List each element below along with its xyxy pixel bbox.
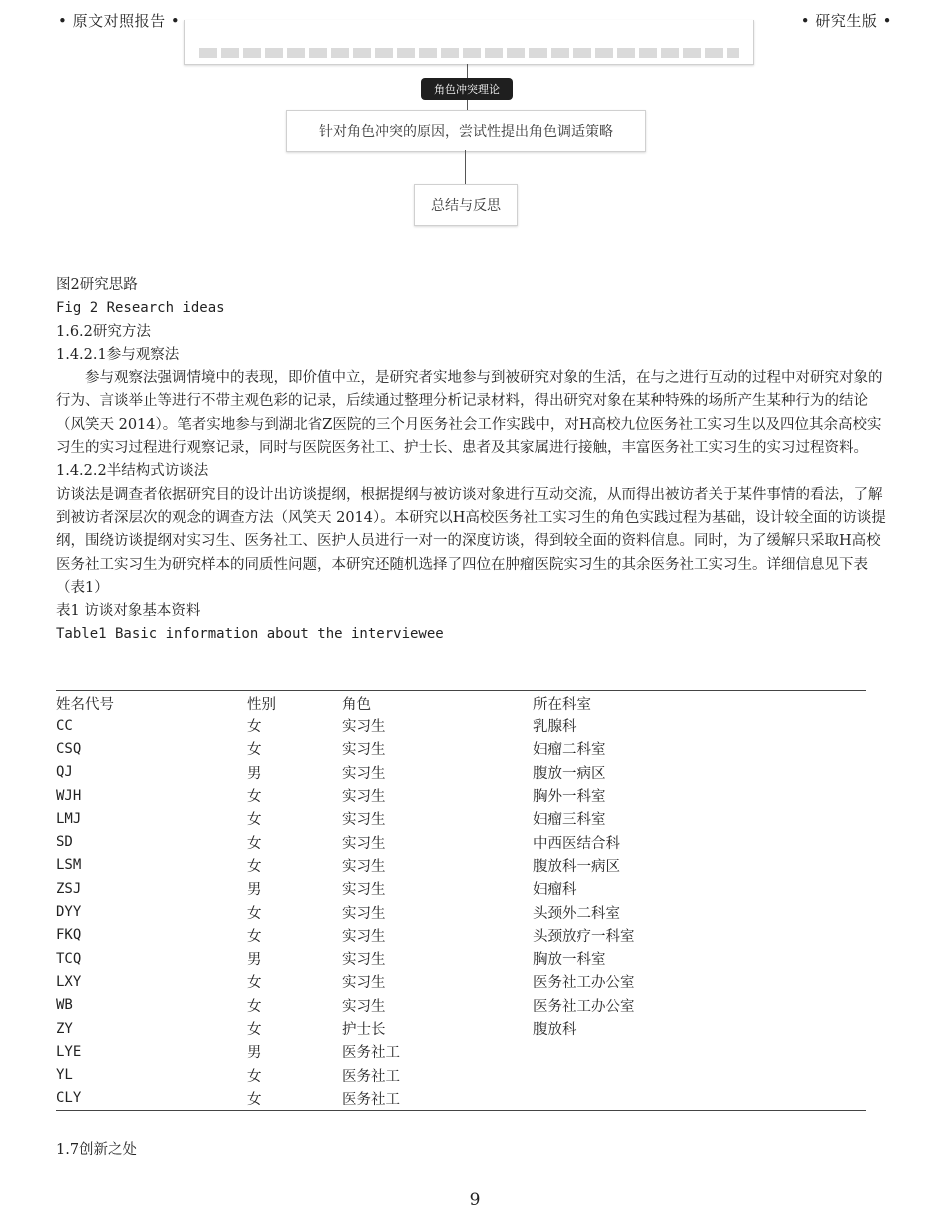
table-cell: 女 <box>247 905 262 922</box>
table-row <box>56 714 866 737</box>
table-cell: WJH <box>56 787 82 804</box>
table-cell: DYY <box>56 904 82 921</box>
table-cell: 头颈放疗一科室 <box>533 928 635 945</box>
table-cell: 女 <box>247 1068 262 1085</box>
table-cell <box>533 1087 866 1111</box>
flow-arrow <box>467 100 468 110</box>
table-cell: 妇瘤科 <box>533 882 577 899</box>
table-cell: 男 <box>247 765 262 782</box>
table-row <box>56 924 866 947</box>
table-cell: 腹放一病区 <box>533 765 606 782</box>
table-body <box>56 714 866 1111</box>
table-cell: 医务社工 <box>342 1087 533 1111</box>
table-cell: 乳腺科 <box>533 719 577 736</box>
subsection-heading: 1.4.2.2半结构式访谈法 <box>56 463 209 480</box>
table-cell: LSM <box>56 857 82 874</box>
table-cell: CSQ <box>56 740 82 757</box>
table-row <box>56 807 866 830</box>
table-cell: 实习生 <box>342 835 386 852</box>
table-cell: 实习生 <box>342 928 386 945</box>
table-cell: LYE <box>56 1043 82 1060</box>
table-cell: 头颈外二科室 <box>533 905 620 922</box>
flowchart-end-box: 总结与反思 <box>414 184 518 226</box>
table-row <box>56 1087 866 1111</box>
table-cell: 男 <box>247 952 262 969</box>
table-row <box>56 830 866 853</box>
table-cell: 女 <box>247 742 262 759</box>
table-row <box>56 854 866 877</box>
column-header: 所在科室 <box>533 691 866 715</box>
table-cell: 实习生 <box>342 742 386 759</box>
table-cell: 女 <box>247 1022 262 1038</box>
header-left: • 原文对照报告 • <box>58 12 181 30</box>
interviewee-table <box>56 690 866 1111</box>
table-cell: 女 <box>247 719 262 736</box>
flowchart-label-pill: 角色冲突理论 <box>421 78 513 100</box>
table-cell: 女 <box>247 789 262 806</box>
table-row <box>56 900 866 923</box>
table-cell: 女 <box>247 928 262 945</box>
table-cell: FKQ <box>56 927 82 944</box>
table-cell: 男 <box>247 882 262 899</box>
table-cell: 实习生 <box>342 858 386 875</box>
table-cell: 女 <box>247 1087 342 1111</box>
table-cell: 女 <box>247 835 262 852</box>
table-cell: 妇瘤二科室 <box>533 742 606 759</box>
table-row <box>56 761 866 784</box>
table-cell: 实习生 <box>342 719 386 736</box>
table-cell: 女 <box>247 812 262 829</box>
table-row <box>56 994 866 1017</box>
flowchart-top-box <box>184 20 754 65</box>
table-cell: 实习生 <box>342 765 386 782</box>
page-number: 9 <box>469 1190 481 1210</box>
table-cell: 女 <box>247 858 262 875</box>
table-cell: 男 <box>247 1045 262 1062</box>
column-header: 性别 <box>247 691 342 715</box>
table-cell: WB <box>56 997 73 1014</box>
table-row <box>56 737 866 760</box>
figure-caption-en: Fig 2 Research ideas <box>56 300 225 317</box>
table-cell: 妇瘤三科室 <box>533 812 606 829</box>
subsection-heading: 1.4.2.1参与观察法 <box>56 346 180 363</box>
table-row <box>56 1063 866 1086</box>
table-cell: 实习生 <box>342 998 386 1015</box>
table-cell: 实习生 <box>342 952 386 969</box>
section-heading: 1.7创新之处 <box>56 1142 138 1158</box>
table-cell: 医务社工办公室 <box>533 975 635 992</box>
table-cell: ZY <box>56 1020 73 1037</box>
flowchart-middle-box: 针对角色冲突的原因，尝试性提出角色调适策略 <box>286 110 646 152</box>
table-cell: ZSJ <box>56 880 82 897</box>
table-row <box>56 877 866 900</box>
column-header: 姓名代号 <box>56 691 247 715</box>
section-heading: 1.6.2研究方法 <box>56 323 151 340</box>
table-cell: 护士长 <box>342 1022 386 1038</box>
table-row <box>56 1017 866 1040</box>
table-cell: YL <box>56 1067 73 1084</box>
table-cell: 腹放科一病区 <box>533 858 620 875</box>
flow-connector <box>467 64 468 78</box>
table-cell: 胸放一科室 <box>533 952 606 969</box>
table-row <box>56 970 866 993</box>
table-cell: SD <box>56 834 73 851</box>
table-cell: 女 <box>247 998 262 1015</box>
table-cell <box>533 1040 866 1063</box>
figure-caption-cn: 图2研究思路 <box>56 277 138 293</box>
document-body <box>56 274 886 647</box>
table-cell <box>533 1063 866 1086</box>
table-header-row <box>56 691 866 715</box>
table-cell: 医务社工办公室 <box>533 998 635 1015</box>
table-row <box>56 1040 866 1063</box>
table-caption-en: Table1 Basic information about the interviewee <box>56 626 444 643</box>
table-cell: LMJ <box>56 810 82 827</box>
table-cell: CLY <box>56 1087 247 1111</box>
table-cell: QJ <box>56 764 73 781</box>
table-cell: 胸外一科室 <box>533 789 606 806</box>
table-caption-cn: 表1 访谈对象基本资料 <box>56 603 201 620</box>
paragraph: 参与观察法强调情境中的表现，即价值中立，是研究者实地参与到被研究对象的生活，在与之进行互动的过程中对研究对象的行为、言谈举止等进行不带主观色彩的记录，后续通过整理分析记录材料，得出研究对象在某种特殊的场所产生某种行为的结论（风笑天 2014）。笔者实地参与到湖北省Z医院的三个月医务社会工作实践中，对H高校九位医务社工实习生以及四位其余高校实习生的实习过程进行观察记录，同时与医院医务社工、护士长、患者及其家属进行接触，丰富医务社工实习生的实习过程资料。 <box>56 370 883 457</box>
paragraph: 访谈法是调查者依据研究目的设计出访谈提纲，根据提纲与被访谈对象进行互动交流，从而得出被访者关于某件事情的看法，了解到被访者深层次的观念的调查方法（风笑天 2014）。本研究以H高校医务社工实习生的角色实践过程为基础，设计较全面的访谈提纲，围绕访谈提纲对实习生、医务社工、医护人员进行一对一的深度访谈，得到较全面的资料信息。同时，为了缓解只采取H高校医务社工实习生为研究样本的同质性问题，本研究还随机选择了四位在肿瘤医院实习生的其余医务社工实习生。详细信息见下表（表1） <box>56 486 886 596</box>
table-cell: 实习生 <box>342 812 386 829</box>
table-cell: 实习生 <box>342 975 386 992</box>
table-row <box>56 784 866 807</box>
table-cell: 实习生 <box>342 905 386 922</box>
table-cell: 中西医结合科 <box>533 835 620 852</box>
table-cell: 实习生 <box>342 789 386 806</box>
header-right: • 研究生版 • <box>800 12 892 30</box>
table-cell: 实习生 <box>342 882 386 899</box>
table-cell: 医务社工 <box>342 1068 400 1085</box>
flow-arrow <box>465 150 466 184</box>
table-cell: TCQ <box>56 950 82 967</box>
table-cell: CC <box>56 717 73 734</box>
table-cell: 女 <box>247 975 262 992</box>
column-header: 角色 <box>342 691 533 715</box>
table-cell: 腹放科 <box>533 1022 577 1038</box>
table-cell: LXY <box>56 973 82 990</box>
table-cell: 医务社工 <box>342 1045 400 1062</box>
table-row <box>56 947 866 970</box>
